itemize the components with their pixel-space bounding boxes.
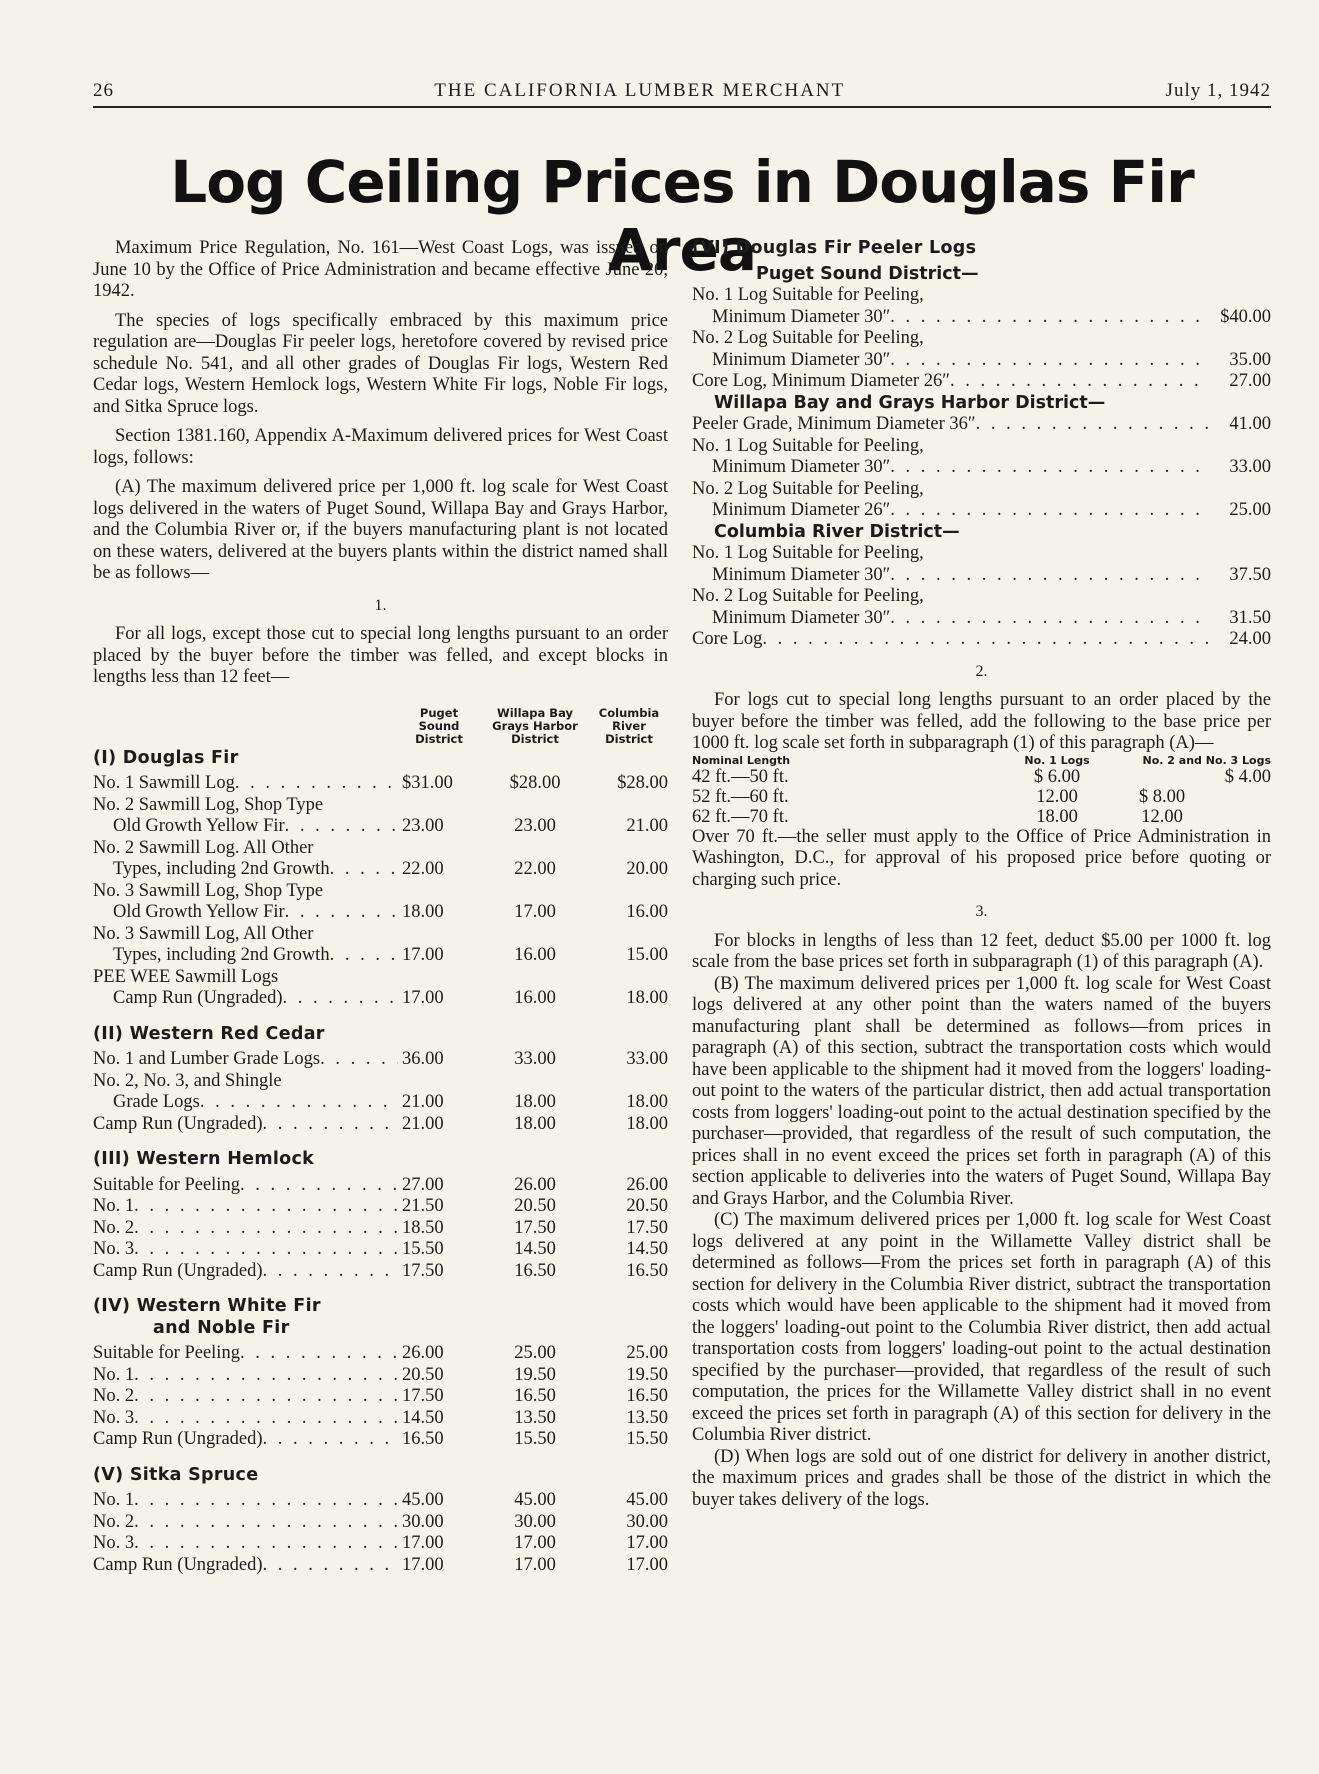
price-row: Peeler Grade, Minimum Diameter 36″ . . . 41.00 <box>692 414 1271 436</box>
table-row: Camp Run (Ungraded) . . . 17.50 16.50 16.50 <box>93 1261 668 1283</box>
paragraph: (D) When logs are sold out of one district for delivery in another district, the maximum prices and grades shall be those of the district in which the buyer takes delivery of the logs. <box>692 1446 1271 1510</box>
row-label-line: No. 1 Log Suitable for Peeling, <box>692 543 924 563</box>
table-row: No. 2 . . . 17.50 16.50 16.50 <box>93 1386 668 1408</box>
column-header-columbia: Columbia River District <box>598 705 660 746</box>
table-row: 62 ft.—70 ft. 18.00 12.00 <box>692 806 1183 827</box>
price-row: Minimum Diameter 30″ . . . 35.00 <box>692 350 1271 372</box>
table-row: Camp Run (Ungraded) . . . 17.00 16.00 18.00 <box>93 988 668 1010</box>
price-row: Core Log . . . 24.00 <box>692 629 1271 651</box>
paragraph: Over 70 ft.—the seller must apply to the Office of Price Administration in Washington, D.C., for approval of his proposed price before quoting or charging such price. <box>692 826 1271 890</box>
section-number: 3. <box>975 903 988 920</box>
running-header <box>93 80 1271 102</box>
paragraph: Maximum Price Regulation, No. 161—West Coast Logs, was issued on June 10 by the Office of Price Administration and became effective June 20, 1942. <box>93 238 668 301</box>
table-row: No. 3 . . . 17.00 17.00 17.00 <box>93 1533 668 1555</box>
paragraph: For logs cut to special long lengths pursuant to an order placed by the buyer before the timber was felled, add the following to the base price per 1000 ft. log scale set forth in subparagraph (1) of this paragraph (A)— <box>692 690 1271 753</box>
table-row: Camp Run (Ungraded) . . . 17.00 17.00 17.00 <box>93 1555 668 1577</box>
table-row: No. 1 . . . 21.50 20.50 20.50 <box>93 1196 668 1218</box>
column-header-willapa: Willapa Bay Grays Harbor District <box>492 705 578 746</box>
publication-title: THE CALIFORNIA LUMBER MERCHANT <box>434 80 846 101</box>
price-table-header <box>93 707 668 746</box>
header-rule <box>93 106 1271 108</box>
price-row: Minimum Diameter 30″ . . . 37.50 <box>692 565 1271 587</box>
table-row: 52 ft.—60 ft. 12.00 $ 8.00 <box>692 786 1186 807</box>
paragraph: (A) The maximum delivered price per 1,000 ft. log scale for West Coast logs delivered in the waters of Puget Sound, Willapa Bay and Grays Harbor, and the Columbia River or, if the buyers manufacturing plant is not located on these waters, delivered at the buyers plants within the district named shall be as follows— <box>93 477 668 583</box>
price-row: Core Log, Minimum Diameter 26″ . . . 27.00 <box>692 371 1271 393</box>
row-label-line: No. 2 Log Suitable for Peeling, <box>692 586 924 606</box>
paragraph: For blocks in lengths of less than 12 feet, deduct $5.00 per 1000 ft. log scale from the base prices set forth in subparagraph (1) of this paragraph (A). <box>692 930 1271 972</box>
price-row: Minimum Diameter 30″ . . . $40.00 <box>692 307 1271 329</box>
row-label-line: No. 3 Sawmill Log, Shop Type <box>93 880 324 901</box>
price-row: Minimum Diameter 26″ . . . 25.00 <box>692 500 1271 522</box>
table-row: Suitable for Peeling . . . 26.00 25.00 25.00 <box>93 1343 668 1365</box>
paragraph: (C) The maximum delivered prices per 1,000 ft. log scale for West Coast logs delivered at any point in the Willamette Valley district shall be determined as follows—From the prices set forth in paragraph (A) of this section for delivery in the Columbia River district, subtract the transportation costs which would have been applicable to the shipment had it moved from the loggers' loading-out point to the Columbia River district, then add actual transportation costs from loggers' loading-out point to the actual destination specified by the purchaser—provided, that regardless of the result of such computation, the prices for the Willamette Valley district shall in no event exceed the prices set forth in paragraph (A) of this section for delivery in the Columbia River district. <box>692 1210 1271 1445</box>
paragraph: The species of logs specifically embraced by this maximum price regulation are—Douglas Fir peeler logs, heretofore covered by revised price schedule No. 541, and all other grades of Douglas Fir logs, Western Red Cedar logs, Western Hemlock logs, Western White Fir logs, Noble Fir logs, and Sitka Spruce logs. <box>93 310 668 417</box>
district-heading: Willapa Bay and Grays Harbor District— <box>714 392 1106 413</box>
section-heading: (III) Western Hemlock <box>93 1149 315 1169</box>
row-label-line: No. 2 Sawmill Log, Shop Type <box>93 794 324 815</box>
section-number: 2. <box>975 662 988 680</box>
table-row: Grade Logs . . . 21.00 18.00 18.00 <box>93 1092 668 1114</box>
table-row: Camp Run (Ungraded) . . . 16.50 15.50 15.50 <box>93 1429 668 1451</box>
district-heading: Puget Sound District— <box>756 263 979 284</box>
section-number: 1. <box>374 596 387 614</box>
column-header-puget: Puget Sound District <box>415 705 463 746</box>
issue-date: July 1, 1942 <box>1165 80 1271 101</box>
price-row: Minimum Diameter 30″ . . . 33.00 <box>692 457 1271 479</box>
length-table-header: Nominal Length No. 1 Logs No. 2 and No. 3 Logs <box>692 753 1271 767</box>
section-heading: (IV) Western White Fir and Noble Fir <box>93 1296 321 1338</box>
row-label-line: No. 3 Sawmill Log, All Other <box>93 923 314 944</box>
paragraph: Section 1381.160, Appendix A-Maximum delivered prices for West Coast logs, follows: <box>93 426 668 468</box>
left-column <box>93 238 668 1576</box>
table-row: No. 1 and Lumber Grade Logs . . . 36.00 33.00 33.00 <box>93 1049 668 1071</box>
table-row: Types, including 2nd Growth . . . 17.00 16.00 15.00 <box>93 945 668 967</box>
table-row: No. 2 . . . 30.00 30.00 30.00 <box>93 1512 668 1534</box>
row-label-line: No. 2 Sawmill Log. All Other <box>93 837 314 858</box>
row-label-line: No. 1 Log Suitable for Peeling, <box>692 285 924 305</box>
table-row: Types, including 2nd Growth . . . 22.00 22.00 20.00 <box>93 859 668 881</box>
row-label-line: No. 2 Log Suitable for Peeling, <box>692 328 924 348</box>
table-row: No. 2 . . . 18.50 17.50 17.50 <box>93 1218 668 1240</box>
row-label-line: No. 1 Log Suitable for Peeling, <box>692 435 924 456</box>
table-row: No. 1 Sawmill Log . . . $31.00 $28.00 $28.00 <box>93 773 668 795</box>
table-row: 42 ft.—50 ft. $ 6.00 $ 4.00 <box>692 766 1271 787</box>
row-label-line: No. 2 Log Suitable for Peeling, <box>692 478 924 499</box>
paragraph: (B) The maximum delivered prices per 1,000 ft. log scale for West Coast logs delivered at any other point than the waters named of the buyers manufacturing plant shall be determined as follows—from prices in paragraph (A) of this section, subtract the transportation costs which would have been applicable to the shipment had it moved from the loggers' loading-out point to the waters of the particular district, then add actual transportation costs from loggers' loading-out point to the actual destination specified by the purchaser—provided, that regardless of the result of such computation, the prices shall in no event exceed the prices set forth in paragraph (A) of this section applicable to deliveries into the waters of Puget Sound, Willapa Bay and Grays Harbor, and the Columbia River. <box>692 973 1271 1209</box>
table-row: Suitable for Peeling . . . 27.00 26.00 26.00 <box>93 1175 668 1197</box>
paragraph: For all logs, except those cut to special long lengths pursuant to an order placed by the buyer before the timber was felled, and except blocks in lengths less than 12 feet— <box>93 624 668 687</box>
row-label-line: No. 2, No. 3, and Shingle <box>93 1070 282 1091</box>
section-heading: (I) Douglas Fir <box>93 747 239 768</box>
table-row: Camp Run (Ungraded) . . . 21.00 18.00 18.00 <box>93 1114 668 1136</box>
table-row: No. 3 . . . 15.50 14.50 14.50 <box>93 1239 668 1261</box>
section-heading: (II) Western Red Cedar <box>93 1023 325 1044</box>
page-number: 26 <box>93 80 114 101</box>
section-heading: (V) Sitka Spruce <box>93 1464 259 1485</box>
table-row: No. 3 . . . 14.50 13.50 13.50 <box>93 1408 668 1430</box>
district-heading: Columbia River District— <box>714 521 960 542</box>
table-row: No. 1 . . . 20.50 19.50 19.50 <box>93 1365 668 1387</box>
price-row: Minimum Diameter 30″ . . . 31.50 <box>692 608 1271 630</box>
row-label-line: PEE WEE Sawmill Logs <box>93 966 279 987</box>
table-row: Old Growth Yellow Fir . . . 18.00 17.00 16.00 <box>93 902 668 924</box>
section-heading: (VI) Douglas Fir Peeler Logs <box>692 238 977 258</box>
table-row: No. 1 . . . 45.00 45.00 45.00 <box>93 1490 668 1512</box>
table-row: Old Growth Yellow Fir . . . 23.00 23.00 21.00 <box>93 816 668 838</box>
right-column <box>692 238 1271 1519</box>
article-headline: Log Ceiling Prices in Douglas Fir Area <box>170 148 1194 284</box>
